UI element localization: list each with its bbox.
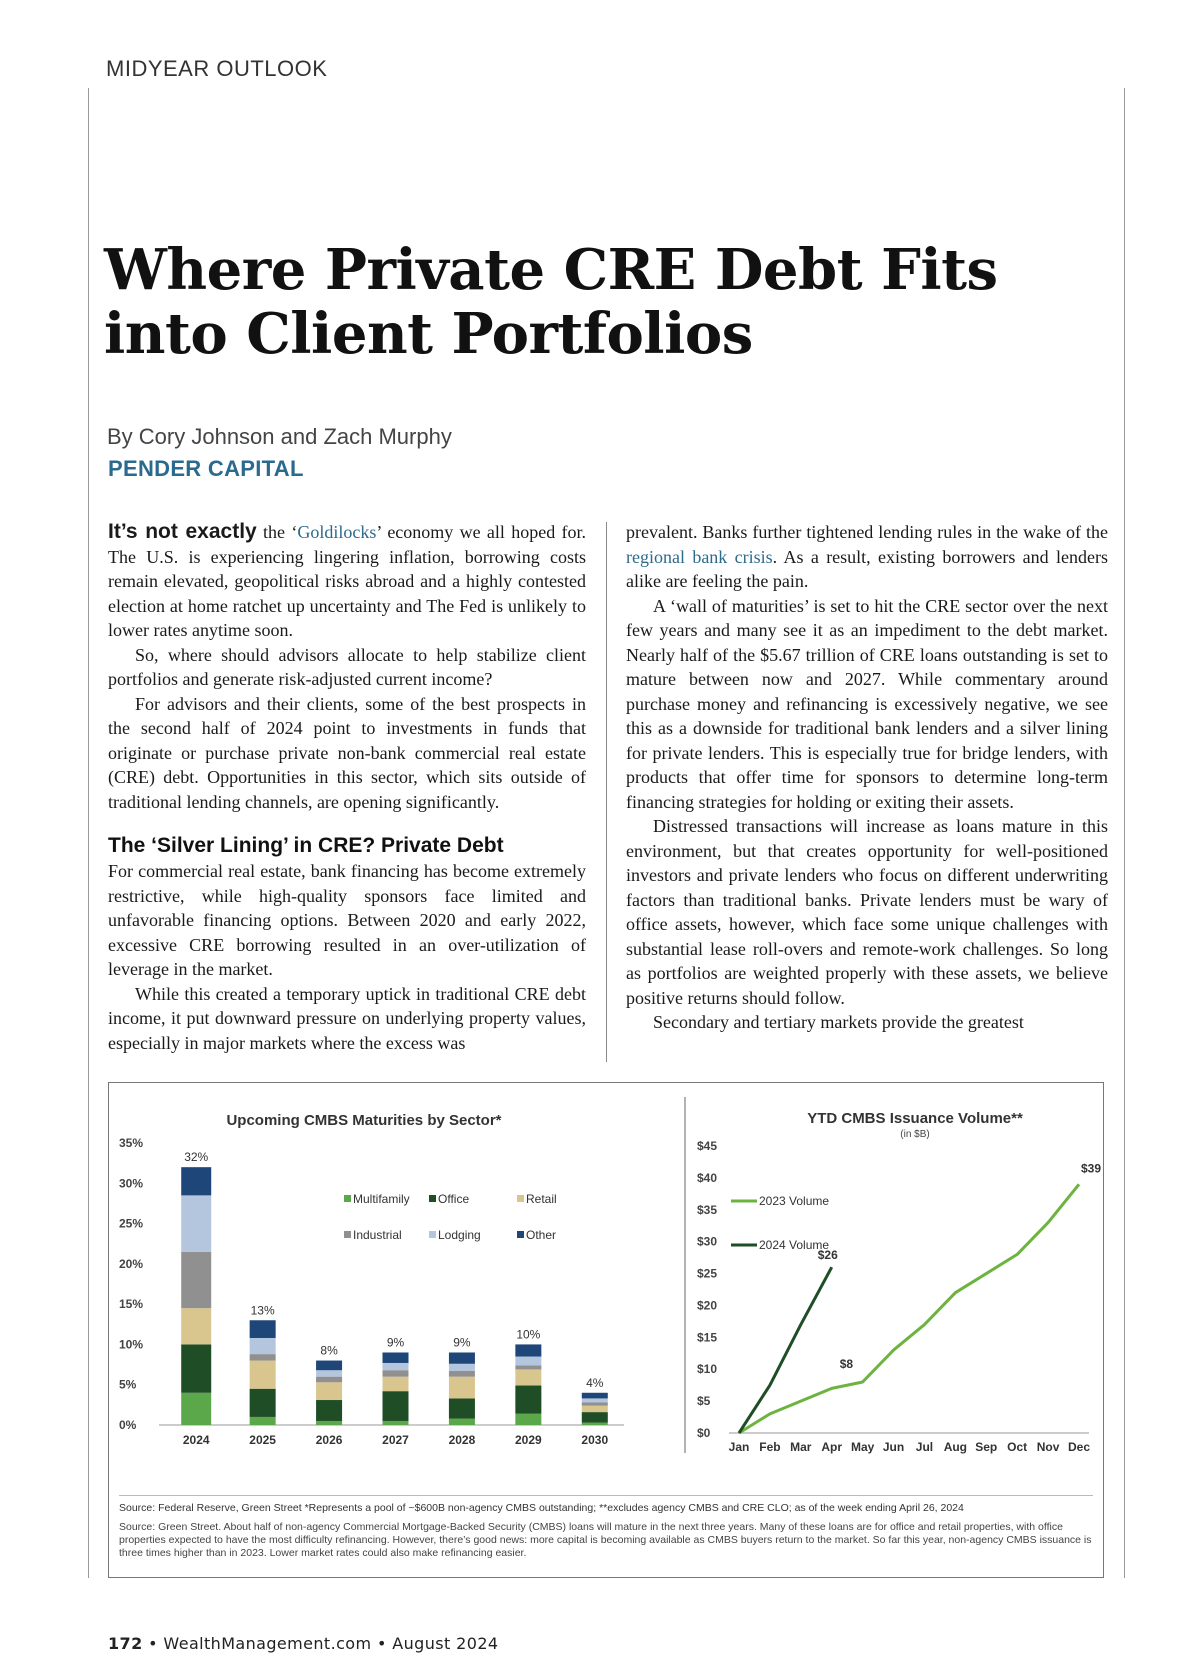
line-y-tick-label: $0 [697,1426,711,1440]
bar-y-tick-label: 30% [119,1176,144,1191]
line-x-tick-label: Jun [882,1440,905,1454]
line-x-tick-label: Mar [790,1440,812,1454]
section-label: MIDYEAR OUTLOOK [106,56,328,81]
regional-bank-crisis-link[interactable]: regional bank crisis [626,546,773,567]
bar-segment-office [449,1398,475,1418]
footer-date: August 2024 [392,1634,499,1653]
bar-segment-multifamily [515,1414,541,1425]
byline: By Cory Johnson and Zach Murphy [107,424,452,449]
paragraph-9: Secondary and tertiary markets provide the greatest [653,1012,1024,1032]
bar-segment-retail [449,1377,475,1399]
line-x-tick-label: Oct [1007,1440,1028,1454]
bar-segment-other [250,1320,276,1338]
bar-x-tick-label: 2030 [581,1433,609,1447]
bar-segment-retail [582,1406,608,1412]
line-y-tick-label: $25 [697,1266,718,1281]
chart-figure [108,1082,1104,1578]
bar-segment-multifamily [383,1421,409,1425]
line-y-tick-label: $30 [697,1234,718,1249]
bar-segment-industrial [250,1354,276,1360]
bar-segment-lodging [582,1398,608,1402]
bar-legend-swatch [517,1231,524,1238]
bar-segment-retail [383,1377,409,1392]
line-x-tick-label: Jul [915,1440,934,1454]
bar-segment-lodging [181,1195,211,1251]
bar-segment-multifamily [449,1419,475,1425]
bar-segment-lodging [316,1370,342,1376]
charts-canvas [109,1083,1103,1493]
bar-legend-swatch [344,1195,351,1202]
bar-y-tick-label: 15% [119,1297,144,1312]
line-legend-label: 2023 Volume [759,1194,830,1208]
bar-segment-multifamily [181,1393,211,1425]
line-y-tick-label: $15 [697,1330,718,1345]
page-number: 172 [108,1634,143,1653]
bar-segment-industrial [181,1252,211,1308]
bar-segment-office [582,1412,608,1422]
bar-segment-industrial [383,1370,409,1376]
bar-y-tick-label: 10% [119,1337,144,1352]
bar-segment-multifamily [582,1423,608,1425]
line-annotation-label: $8 [839,1356,854,1371]
bar-total-label: 8% [320,1343,338,1358]
bar-total-label: 13% [250,1303,275,1318]
column-divider [606,522,607,1062]
line-y-tick-label: $45 [697,1139,718,1153]
subheading: The ‘Silver Lining’ in CRE? Private Debt [108,834,504,857]
right-margin-rule [1124,88,1125,1578]
bar-segment-multifamily [316,1421,342,1425]
bar-segment-other [316,1361,342,1371]
paragraph-3: For advisors and their clients, some of the best prospects in the second half of 2024 point to investments in funds that originate or purchase private non-bank commercial real estate (CRE) debt. Opportunities in this sector, which sits outside of traditional lending channels, are opening significantly. [108,693,586,812]
bar-segment-industrial [449,1371,475,1377]
bar-segment-lodging [383,1363,409,1370]
line-y-tick-label: $10 [697,1362,718,1377]
bar-segment-industrial [515,1365,541,1369]
bar-segment-multifamily [250,1417,276,1425]
paragraph-7: A ‘wall of maturities’ is set to hit the CRE sector over the next few years and many see it as an impediment to the debt market. Nearly half of the $5.67 trillion of CRE loans outstanding is set to mature between now and 2027. While commentary around purchase money and refinancing is excessively negative, we see this as a downside for traditional bank lenders and a silver lining for private lenders. This is especially true for bridge lenders, with products that offer time for sponsors to determine long-term financing strategies for holding or exiting their assets. [626,595,1108,812]
line-x-tick-label: Nov [1036,1440,1060,1454]
bar-segment-industrial [582,1402,608,1405]
bar-segment-lodging [515,1357,541,1366]
bar-total-label: 10% [516,1327,541,1342]
line-x-tick-label: Feb [759,1440,781,1454]
bar-x-tick-label: 2025 [249,1433,276,1447]
paragraph-2: So, where should advisors allocate to help stabilize client portfolios and generate risk-adjusted current income? [108,644,586,689]
bar-legend-swatch [517,1195,524,1202]
bar-x-tick-label: 2024 [182,1433,210,1447]
bar-x-tick-label: 2028 [448,1433,476,1447]
line-x-tick-label: Sep [975,1440,998,1454]
line-x-tick-label: Apr [821,1440,843,1454]
paragraph-4: For commercial real estate, bank financing has become extremely restrictive, while high-quality sponsors face limited and unfavorable financing options. Between 2020 and early 2022, excessive CRE borrowing resulted in an over-utilization of leverage in the market. [108,861,586,979]
page-footer: 172 • WealthManagement.com • August 2024 [108,1634,499,1653]
bar-segment-lodging [449,1364,475,1371]
line-y-tick-label: $40 [697,1170,718,1185]
bar-y-tick-label: 25% [119,1216,144,1231]
paragraph-1 [108,520,586,643]
bar-x-tick-label: 2026 [315,1433,343,1447]
bar-segment-industrial [316,1377,342,1383]
bar-total-label: 9% [453,1335,471,1350]
figure-caption: Source: Green Street. About half of non-agency Commercial Mortgage-Backed Security (CMBS) loans will mature in the next three years. Many of these loans are for office and retail properties, with office properties expected to have the most difficulty refinancing. However, there’s good news: more capital is becoming available as CMBS buyers return to the market. So far this year, non-agency CMBS issuance is three times higher than in 2023. Lower market rates could also make refinancing easier. [119,1521,1092,1559]
line-x-tick-label: Aug [943,1440,968,1454]
bar-legend-label: Lodging [438,1228,481,1242]
bar-segment-other [582,1393,608,1399]
paragraph-5: While this created a temporary uptick in traditional CRE debt income, it put downward pressure on underlying property values, especially in major markets where the excess was [108,983,586,1053]
paragraph-6 [626,520,1108,594]
line-chart-subtitle: (in $B) [900,1129,930,1140]
line-y-tick-label: $5 [697,1394,711,1409]
bar-segment-other [515,1344,541,1356]
bar-segment-office [515,1386,541,1414]
bar-y-tick-label: 20% [119,1256,144,1271]
bar-total-label: 9% [386,1335,405,1350]
bar-y-tick-label: 5% [119,1377,137,1392]
footer-site: WealthManagement.com [163,1634,372,1653]
body-column-left [108,520,586,1055]
bar-segment-retail [316,1382,342,1400]
line-legend-label: 2024 Volume [759,1238,830,1252]
paragraph-8: Distressed transactions will increase as loans mature in this environment, but that creates opportunity for well-positioned investors and private lenders who focus on different underwriting factors than traditional banks. Private lenders must be wary of office assets, however, which face some unique challenges with substantial lease roll-overs and remote-work challenges. So long as portfolios are weighted properly with these assets, we believe positive returns should follow. [626,816,1108,1008]
bar-x-tick-label: 2029 [515,1433,542,1447]
line-x-tick-label: Dec [1067,1440,1091,1454]
p1-pre: the ‘ [256,522,298,542]
bar-segment-office [316,1400,342,1421]
p6-post: . As a result, existing borrowers and lenders alike are feeling the pain. [626,546,1108,591]
line-end-label: $39 [1081,1161,1102,1176]
line-y-tick-label: $35 [697,1202,718,1217]
bar-segment-retail [181,1308,211,1344]
article-title: Where Private CRE Debt Fits into Client Portfolios [104,237,998,367]
bar-segment-retail [250,1361,276,1389]
lead-in: It’s not exactly [108,520,257,543]
bar-total-label: 32% [184,1150,209,1165]
bar-segment-other [383,1352,409,1362]
bar-segment-other [449,1352,475,1363]
bar-segment-office [250,1389,276,1417]
author-company: PENDER CAPITAL [108,456,304,481]
bar-total-label: 4% [586,1375,604,1390]
line-chart-title: YTD CMBS Issuance Volume** [807,1110,1023,1127]
bar-legend-label: Other [526,1228,557,1242]
p6-pre: prevalent. Banks further tightened lending rules in the wake of the [626,522,1108,542]
line-series-2023 [739,1184,1079,1433]
line-x-tick-label: Jan [728,1440,750,1454]
line-end-label: $26 [817,1248,838,1263]
bar-chart-title: Upcoming CMBS Maturities by Sector* [226,1112,502,1129]
bar-segment-other [181,1167,211,1195]
bar-y-tick-label: 35% [119,1136,144,1150]
body-column-right [626,520,1108,1035]
bar-legend-swatch [429,1195,436,1202]
bar-legend-swatch [344,1231,351,1238]
bar-segment-office [383,1391,409,1421]
bar-legend-label: Retail [526,1192,557,1206]
bar-y-tick-label: 0% [119,1418,137,1432]
line-x-tick-label: May [850,1440,875,1454]
bar-legend-label: Multifamily [353,1192,410,1206]
goldilocks-link[interactable]: Goldilocks [297,522,377,542]
chart-source-note: Source: Federal Reserve, Green Street *Represents a pool of ~$600B non-agency CMBS outstanding; **excludes agency CMBS and CRE CLO; as of the week ending April 26, 2024 [119,1495,1093,1514]
line-y-tick-label: $20 [697,1298,718,1313]
bar-legend-swatch [429,1231,436,1238]
p1-post: ’ economy we all hoped for. The U.S. is experiencing lingering inflation, borrowing costs remain elevated, geopolitical risks abroad and a highly contested election at home ratchet up uncertainty and The Fed is unlikely to lower rates anytime soon. [108,522,586,640]
bar-x-tick-label: 2027 [382,1433,409,1447]
bar-legend-label: Industrial [353,1228,402,1242]
bar-segment-office [181,1344,211,1392]
bar-legend-label: Office [438,1192,470,1206]
bar-segment-lodging [250,1338,276,1354]
bar-segment-retail [515,1369,541,1385]
left-margin-rule [88,88,89,1578]
